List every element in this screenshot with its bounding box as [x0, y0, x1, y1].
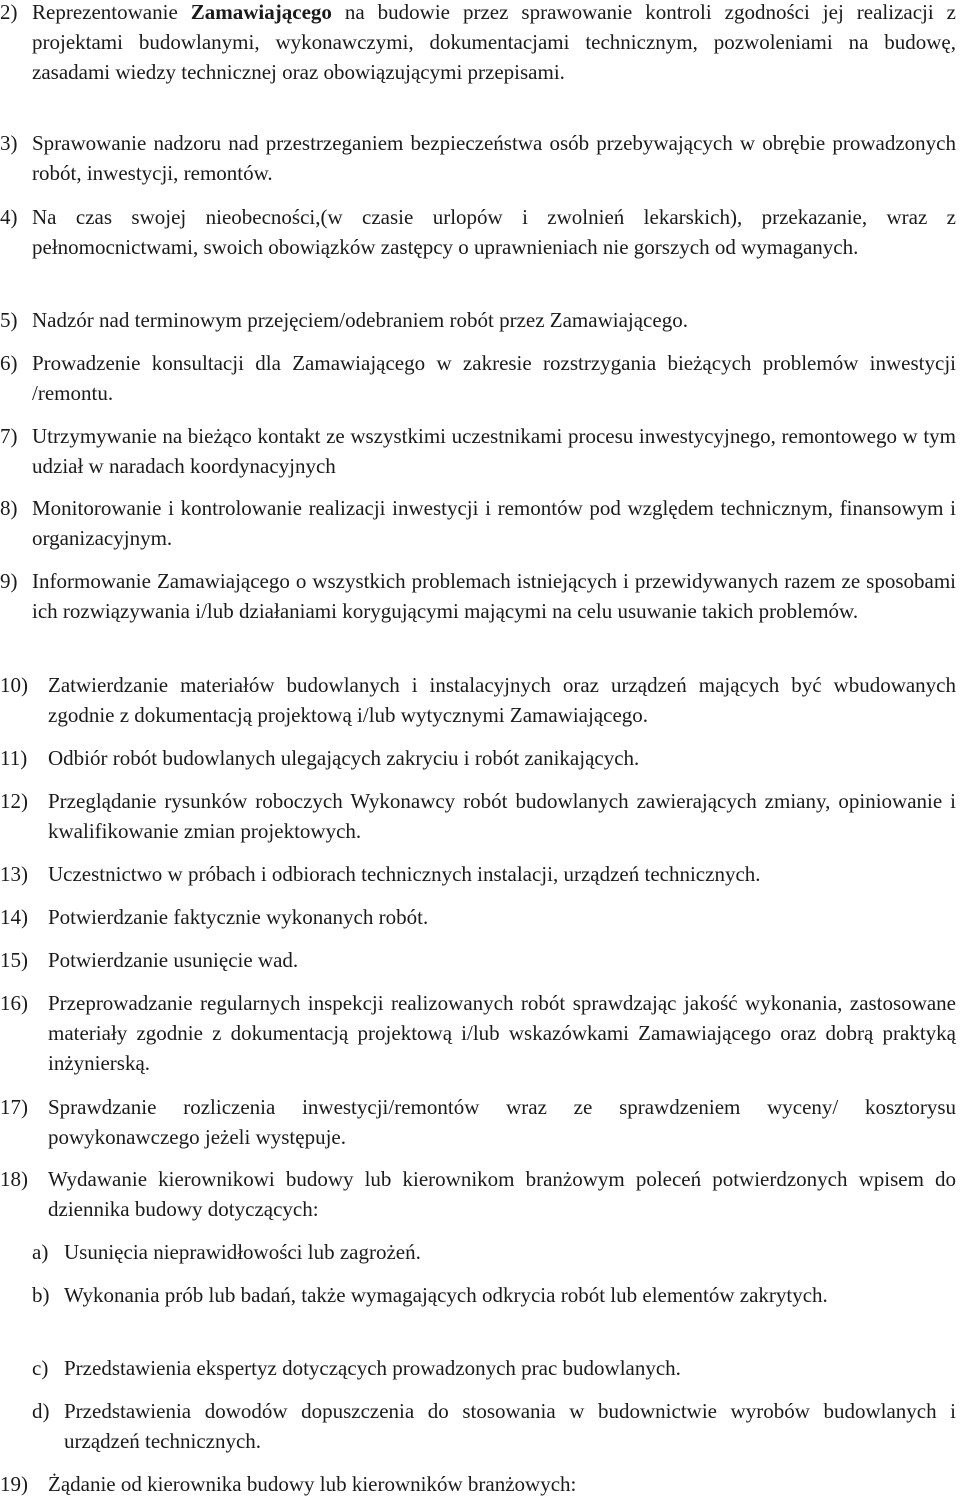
list-item-8: [0, 493, 956, 553]
item-number: 11): [0, 746, 28, 770]
item-number: 4): [0, 205, 18, 229]
item-text: Sprawowanie nadzoru nad przestrzeganiem bezpieczeństwa osób przebywających w obrębie prowadzonych robót, inwestycji, remontów.: [32, 131, 956, 185]
item-text: Wydawanie kierownikowi budowy lub kierownikom branżowym poleceń potwierdzonych wpisem do dziennika budowy dotyczących:: [48, 1167, 956, 1221]
item-number: 5): [0, 308, 18, 332]
item-letter: b): [32, 1283, 50, 1307]
item-text: Odbiór robót budowlanych ulegających zakryciu i robót zanikających.: [48, 746, 640, 770]
item-number: 2): [0, 0, 18, 24]
list-item-6: [0, 348, 956, 408]
item-text: Reprezentowanie Zamawiającego na budowie przez sprawowanie kontroli zgodności jej realizacji z projektami budowlanymi, wykonawczymi, dokumentacjami technicznym, pozwoleniami na budowę, zasadami wiedzy technicznej oraz obowiązującymi przepisami.: [32, 0, 957, 84]
list-item-11: [0, 743, 956, 773]
item-text: Przedstawienia dowodów dopuszczenia do stosowania w budownictwie wyrobów budowlanych i urządzeń technicznych.: [64, 1399, 956, 1453]
list-item-4: [0, 202, 956, 262]
sub-item-b: [32, 1280, 956, 1310]
item-number: 15): [0, 948, 28, 972]
list-item-13: [0, 859, 956, 889]
item-text: Wykonania prób lub badań, także wymagających odkrycia robót lub elementów zakrytych.: [64, 1283, 828, 1307]
item-text: Utrzymywanie na bieżąco kontakt ze wszystkimi uczestnikami procesu inwestycyjnego, remontowego w tym udział w naradach koordynacyjnych: [32, 424, 956, 478]
item-text: Potwierdzanie faktycznie wykonanych robót.: [48, 905, 429, 929]
list-item-7: [0, 421, 956, 481]
item-text: Potwierdzanie usunięcie wad.: [48, 948, 299, 972]
item-number: 9): [0, 569, 18, 593]
item-letter: c): [32, 1356, 49, 1380]
list-item-5: [0, 305, 956, 335]
item-text: Uczestnictwo w próbach i odbiorach technicznych instalacji, urządzeń technicznych.: [48, 862, 761, 886]
bold-term: Zamawiającego: [190, 0, 332, 24]
item-letter: a): [32, 1240, 49, 1264]
item-number: 13): [0, 862, 28, 886]
item-number: 3): [0, 131, 18, 155]
item-text: Sprawdzanie rozliczenia inwestycji/remontów wraz ze sprawdzeniem wyceny/ kosztorysu powykonawczego jeżeli występuje.: [48, 1095, 956, 1149]
sub-item-c: [32, 1353, 956, 1383]
item-text: Przeprowadzanie regularnych inspekcji realizowanych robót sprawdzając jakość wykonania, zastosowane materiały zgodnie z dokumentacją projektową i/lub wskazówkami Zamawiającego oraz dobrą praktyką inżynierską.: [48, 991, 956, 1075]
item-text: Na czas swojej nieobecności,(w czasie urlopów i zwolnień lekarskich), przekazanie, wraz z pełnomocnictwami, swoich obowiązków zastępcy o uprawnieniach nie gorszych od wymaganych.: [32, 205, 956, 259]
sub-item-a: [32, 1237, 956, 1267]
item-number: 8): [0, 496, 18, 520]
item-text: Przedstawienia ekspertyz dotyczących prowadzonych prac budowlanych.: [64, 1356, 681, 1380]
item-number: 12): [0, 789, 28, 813]
item-number: 7): [0, 424, 18, 448]
item-number: 17): [0, 1095, 28, 1119]
list-item-15: [0, 945, 956, 975]
sub-item-d: [32, 1396, 956, 1456]
item-text: Usunięcia nieprawidłowości lub zagrożeń.: [64, 1240, 421, 1264]
list-item-19: [0, 1469, 956, 1499]
item-number: 10): [0, 673, 28, 697]
list-item-2: [0, 0, 956, 87]
item-number: 14): [0, 905, 28, 929]
item-number: 16): [0, 991, 28, 1015]
item-text: Informowanie Zamawiającego o wszystkich problemach istniejących i przewidywanych razem ze sposobami ich rozwiązywania i/lub działaniami korygującymi mającymi na celu usuwanie takich problemów.: [32, 569, 956, 623]
list-item-10: [0, 670, 956, 730]
list-item-17: [0, 1092, 956, 1152]
list-item-18: [0, 1164, 956, 1224]
list-item-3: [0, 128, 956, 188]
list-item-9: [0, 566, 956, 626]
item-text: Nadzór nad terminowym przejęciem/odebraniem robót przez Zamawiającego.: [32, 308, 688, 332]
list-item-16: [0, 988, 956, 1078]
item-text: Zatwierdzanie materiałów budowlanych i instalacyjnych oraz urządzeń mających być wbudowanych zgodnie z dokumentacją projektową i/lub wytycznymi Zamawiającego.: [48, 673, 956, 727]
item-number: 6): [0, 351, 18, 375]
item-text: Przeglądanie rysunków roboczych Wykonawcy robót budowlanych zawierających zmiany, opiniowanie i kwalifikowanie zmian projektowych.: [48, 789, 956, 843]
list-item-14: [0, 902, 956, 932]
item-number: 19): [0, 1472, 28, 1496]
item-text: Prowadzenie konsultacji dla Zamawiającego w zakresie rozstrzygania bieżących problemów inwestycji /remontu.: [32, 351, 956, 405]
list-item-12: [0, 786, 956, 846]
item-text: Żądanie od kierownika budowy lub kierowników branżowych:: [48, 1472, 577, 1496]
item-number: 18): [0, 1167, 28, 1191]
item-text: Monitorowanie i kontrolowanie realizacji inwestycji i remontów pod względem technicznym, finansowym i organizacyjnym.: [32, 496, 956, 550]
item-letter: d): [32, 1399, 50, 1423]
